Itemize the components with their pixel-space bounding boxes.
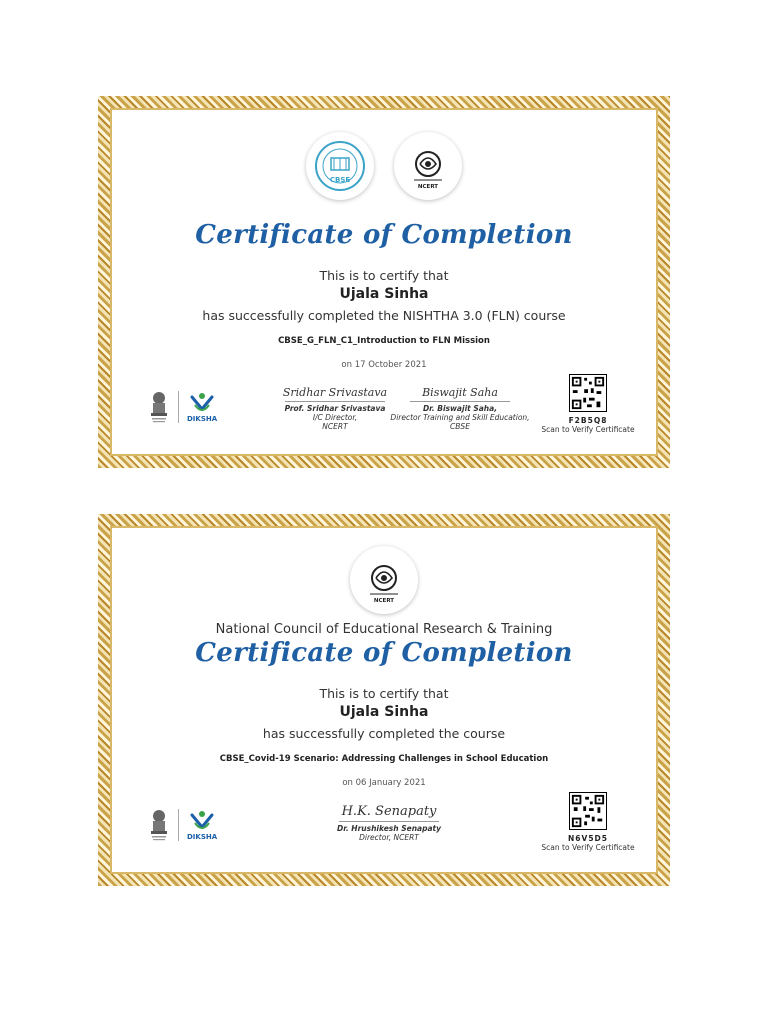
certificate-card-2	[98, 514, 670, 886]
signatory-2-name: Dr. Biswajit Saha,	[422, 404, 498, 413]
diksha-label: DIKSHA	[187, 415, 218, 423]
qr-code-id: N6V5D5	[568, 834, 608, 843]
cbse-seal-icon	[306, 132, 374, 200]
signatory-1-org: NCERT	[322, 422, 348, 431]
footer-logos	[148, 390, 217, 424]
signatory-2	[380, 386, 540, 431]
qr-caption: Scan to Verify Certificate	[541, 843, 635, 852]
national-emblem-icon	[148, 808, 170, 842]
header-logos	[110, 132, 658, 200]
qr-code-icon[interactable]	[569, 792, 607, 830]
certificate-title: Certificate of Completion	[195, 638, 573, 668]
signatory-1-name: Prof. Sridhar Srivastava	[284, 404, 386, 413]
diksha-icon	[189, 809, 215, 833]
national-emblem-icon	[148, 390, 170, 424]
signature-1: H.K. Senapaty	[341, 804, 437, 819]
signatory-1	[324, 804, 454, 842]
signature-rule	[410, 401, 510, 402]
logo-divider	[178, 809, 179, 841]
diksha-logo	[187, 391, 217, 423]
completion-date: on 06 January 2021	[342, 778, 426, 788]
svg-text:NCERT: NCERT	[417, 184, 439, 190]
ncert-seal-icon	[394, 132, 462, 200]
completion-date: on 17 October 2021	[341, 360, 427, 370]
signature-rule	[339, 821, 439, 822]
footer-logos	[148, 808, 217, 842]
qr-section	[538, 792, 638, 852]
organization-name: National Council of Educational Research & Training	[215, 622, 553, 637]
qr-section	[538, 374, 638, 434]
certificate-card-1	[98, 96, 670, 468]
course-code: CBSE_G_FLN_C1_Introduction to FLN Mission	[278, 336, 490, 346]
certify-text: This is to certify that	[319, 686, 449, 701]
signature-2: Biswajit Saha	[422, 386, 498, 399]
ncert-seal-icon	[350, 546, 418, 614]
signatory-1-role: Director, NCERT	[359, 833, 419, 842]
completion-text: has successfully completed the course	[262, 726, 506, 741]
completion-text: has successfully completed the NISHTHA 3.0 (FLN) course	[202, 308, 566, 323]
logo-divider	[178, 391, 179, 423]
certificate-title: Certificate of Completion	[195, 220, 573, 250]
recipient-name: Ujala Sinha	[339, 286, 429, 302]
diksha-label: DIKSHA	[187, 833, 218, 841]
qr-code-id: F2B5Q8	[568, 416, 608, 425]
diksha-logo	[187, 809, 217, 841]
qr-caption: Scan to Verify Certificate	[541, 425, 635, 434]
signature-1: Sridhar Srivastava	[282, 386, 388, 399]
qr-code-icon[interactable]	[569, 374, 607, 412]
signatory-1-name: Dr. Hrushikesh Senapaty	[336, 824, 442, 833]
svg-text:CBSE: CBSE	[329, 176, 351, 184]
header-logos	[110, 546, 658, 614]
signature-rule	[285, 401, 385, 402]
recipient-name: Ujala Sinha	[339, 704, 429, 720]
signatory-2-org: CBSE	[450, 422, 470, 431]
course-code: CBSE_Covid-19 Scenario: Addressing Challenges in School Education	[219, 754, 549, 764]
signatory-1-role: I/C Director,	[312, 413, 358, 422]
diksha-icon	[189, 391, 215, 415]
signatory-2-role: Director Training and Skill Education,	[390, 413, 530, 422]
certify-text: This is to certify that	[319, 268, 449, 283]
svg-text:NCERT: NCERT	[373, 598, 395, 604]
